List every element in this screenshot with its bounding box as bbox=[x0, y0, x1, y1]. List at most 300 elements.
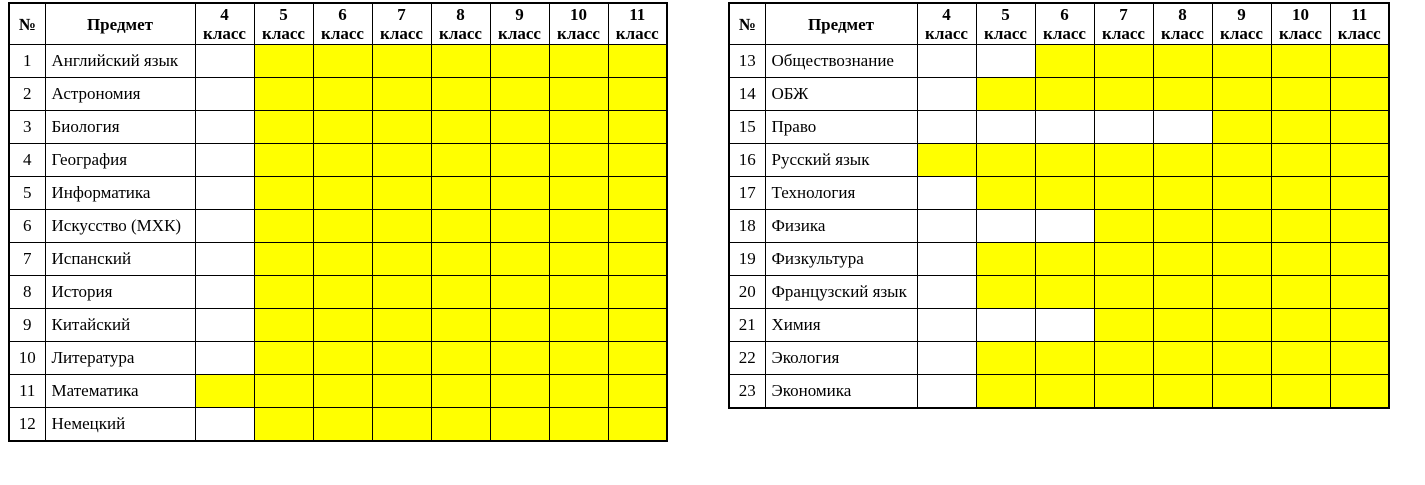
grade-cell-7 bbox=[1094, 375, 1153, 409]
grade-cell-6 bbox=[1035, 375, 1094, 409]
grade-word: класс bbox=[380, 24, 423, 43]
table-row bbox=[9, 375, 667, 408]
grade-word: класс bbox=[615, 24, 659, 43]
grade-cell-10 bbox=[549, 210, 608, 243]
grade-cell-9 bbox=[490, 210, 549, 243]
grade-cell-9 bbox=[490, 144, 549, 177]
subject-cell: Физика bbox=[765, 210, 917, 243]
table-row bbox=[729, 45, 1389, 78]
grade-cell-7 bbox=[372, 276, 431, 309]
grade-cell-6 bbox=[313, 243, 372, 276]
grade-cell-10 bbox=[549, 276, 608, 309]
grade-cell-7 bbox=[372, 177, 431, 210]
row-number-cell: 23 bbox=[729, 375, 765, 409]
grade-word: класс bbox=[1043, 24, 1086, 43]
grade-cell-7 bbox=[372, 78, 431, 111]
table-row bbox=[9, 78, 667, 111]
column-header-subject: Предмет bbox=[765, 3, 917, 45]
grade-cell-7 bbox=[1094, 210, 1153, 243]
row-number-cell: 19 bbox=[729, 243, 765, 276]
grade-word: класс bbox=[984, 24, 1027, 43]
table-header bbox=[9, 3, 667, 45]
subject-cell: Китайский bbox=[45, 309, 195, 342]
grade-cell-7 bbox=[372, 210, 431, 243]
grade-cell-9 bbox=[490, 342, 549, 375]
grade-cell-7 bbox=[1094, 144, 1153, 177]
grade-cell-10 bbox=[1271, 309, 1330, 342]
grade-cell-10 bbox=[549, 45, 608, 78]
subject-cell: Астрономия bbox=[45, 78, 195, 111]
grade-word: класс bbox=[439, 24, 482, 43]
grade-cell-7 bbox=[1094, 276, 1153, 309]
grade-cell-9 bbox=[490, 111, 549, 144]
grade-cell-6 bbox=[1035, 276, 1094, 309]
grade-cell-11 bbox=[1330, 177, 1389, 210]
grade-cell-9 bbox=[1212, 177, 1271, 210]
row-number-cell: 18 bbox=[729, 210, 765, 243]
row-number-cell: 13 bbox=[729, 45, 765, 78]
grade-word: класс bbox=[1220, 24, 1263, 43]
grade-cell-10 bbox=[549, 144, 608, 177]
grade-cell-10 bbox=[1271, 78, 1330, 111]
grade-cell-6 bbox=[1035, 45, 1094, 78]
subject-cell: Химия bbox=[765, 309, 917, 342]
table-row bbox=[9, 210, 667, 243]
grade-cell-7 bbox=[1094, 243, 1153, 276]
subject-cell: История bbox=[45, 276, 195, 309]
grade-cell-5 bbox=[976, 111, 1035, 144]
header-row bbox=[729, 3, 1389, 45]
grade-number: 5 bbox=[1001, 5, 1010, 24]
grade-cell-11 bbox=[608, 276, 667, 309]
grade-cell-5 bbox=[254, 342, 313, 375]
grade-cell-10 bbox=[1271, 375, 1330, 409]
grade-cell-8 bbox=[431, 408, 490, 442]
grade-cell-11 bbox=[1330, 243, 1389, 276]
grade-cell-8 bbox=[431, 210, 490, 243]
grade-cell-4 bbox=[195, 210, 254, 243]
grade-cell-11 bbox=[1330, 144, 1389, 177]
subject-cell: Биология bbox=[45, 111, 195, 144]
row-number-cell: 20 bbox=[729, 276, 765, 309]
grade-cell-6 bbox=[313, 177, 372, 210]
grade-cell-11 bbox=[608, 144, 667, 177]
subject-cell: Французский язык bbox=[765, 276, 917, 309]
grade-number: 11 bbox=[629, 5, 646, 24]
grade-cell-7 bbox=[1094, 111, 1153, 144]
grade-number: 11 bbox=[1351, 5, 1368, 24]
grade-cell-4 bbox=[195, 177, 254, 210]
column-header-grade-5 bbox=[976, 3, 1035, 45]
subject-cell: География bbox=[45, 144, 195, 177]
grade-word: класс bbox=[498, 24, 541, 43]
grade-cell-10 bbox=[1271, 177, 1330, 210]
grade-cell-5 bbox=[254, 276, 313, 309]
grade-cell-8 bbox=[431, 78, 490, 111]
row-number-cell: 8 bbox=[9, 276, 45, 309]
row-number-cell: 17 bbox=[729, 177, 765, 210]
grade-cell-8 bbox=[1153, 78, 1212, 111]
column-header-number: № bbox=[729, 3, 765, 45]
grade-cell-4 bbox=[917, 276, 976, 309]
subject-cell: Искусство (МХК) bbox=[45, 210, 195, 243]
grade-cell-11 bbox=[1330, 375, 1389, 409]
grade-cell-8 bbox=[1153, 309, 1212, 342]
grade-cell-11 bbox=[608, 375, 667, 408]
grade-cell-4 bbox=[195, 375, 254, 408]
grade-cell-4 bbox=[195, 78, 254, 111]
grade-cell-10 bbox=[549, 309, 608, 342]
grade-cell-8 bbox=[1153, 45, 1212, 78]
grade-cell-9 bbox=[1212, 45, 1271, 78]
row-number-cell: 4 bbox=[9, 144, 45, 177]
grade-cell-8 bbox=[431, 342, 490, 375]
grade-cell-6 bbox=[1035, 78, 1094, 111]
grade-cell-11 bbox=[1330, 78, 1389, 111]
grade-cell-6 bbox=[313, 309, 372, 342]
subjects-table-right bbox=[728, 2, 1390, 409]
grade-cell-9 bbox=[1212, 309, 1271, 342]
column-header-grade-7 bbox=[1094, 3, 1153, 45]
grade-cell-6 bbox=[313, 408, 372, 442]
grade-cell-4 bbox=[917, 111, 976, 144]
subject-cell: Английский язык bbox=[45, 45, 195, 78]
grade-cell-5 bbox=[976, 45, 1035, 78]
column-header-grade-6 bbox=[1035, 3, 1094, 45]
grade-cell-11 bbox=[608, 111, 667, 144]
grade-cell-4 bbox=[195, 144, 254, 177]
grade-cell-5 bbox=[976, 309, 1035, 342]
grade-word: класс bbox=[1161, 24, 1204, 43]
grade-cell-6 bbox=[1035, 144, 1094, 177]
grade-number: 7 bbox=[397, 5, 406, 24]
grade-cell-9 bbox=[1212, 111, 1271, 144]
grade-cell-10 bbox=[1271, 210, 1330, 243]
grade-cell-11 bbox=[608, 243, 667, 276]
row-number-cell: 15 bbox=[729, 111, 765, 144]
grade-cell-9 bbox=[490, 375, 549, 408]
grade-cell-10 bbox=[549, 408, 608, 442]
column-header-grade-11 bbox=[1330, 3, 1389, 45]
grade-cell-4 bbox=[917, 375, 976, 409]
grade-cell-10 bbox=[549, 243, 608, 276]
grade-cell-8 bbox=[1153, 243, 1212, 276]
grade-cell-5 bbox=[976, 375, 1035, 409]
row-number-cell: 22 bbox=[729, 342, 765, 375]
grade-cell-8 bbox=[1153, 177, 1212, 210]
row-number-cell: 9 bbox=[9, 309, 45, 342]
grade-number: 10 bbox=[1292, 5, 1309, 24]
grade-cell-11 bbox=[1330, 210, 1389, 243]
column-header-grade-10 bbox=[549, 3, 608, 45]
grade-cell-8 bbox=[1153, 276, 1212, 309]
column-header-grade-9 bbox=[1212, 3, 1271, 45]
row-number-cell: 6 bbox=[9, 210, 45, 243]
grade-cell-10 bbox=[549, 342, 608, 375]
subject-cell: Немецкий bbox=[45, 408, 195, 442]
grade-cell-11 bbox=[1330, 276, 1389, 309]
grade-word: класс bbox=[925, 24, 968, 43]
grade-cell-9 bbox=[490, 408, 549, 442]
grade-cell-5 bbox=[976, 342, 1035, 375]
subject-cell: Испанский bbox=[45, 243, 195, 276]
column-header-grade-7 bbox=[372, 3, 431, 45]
table-row bbox=[729, 309, 1389, 342]
grade-cell-4 bbox=[195, 276, 254, 309]
grade-cell-7 bbox=[372, 111, 431, 144]
grade-number: 6 bbox=[1060, 5, 1069, 24]
grade-cell-11 bbox=[608, 78, 667, 111]
row-number-cell: 12 bbox=[9, 408, 45, 442]
grade-cell-10 bbox=[549, 375, 608, 408]
grade-cell-9 bbox=[1212, 210, 1271, 243]
grade-cell-9 bbox=[1212, 78, 1271, 111]
subject-cell: Литература bbox=[45, 342, 195, 375]
grade-cell-11 bbox=[608, 408, 667, 442]
grade-cell-6 bbox=[313, 210, 372, 243]
grade-cell-7 bbox=[1094, 342, 1153, 375]
grade-cell-4 bbox=[195, 111, 254, 144]
grade-cell-5 bbox=[254, 309, 313, 342]
table-row bbox=[9, 177, 667, 210]
subjects-table-left bbox=[8, 2, 668, 442]
grade-cell-5 bbox=[254, 177, 313, 210]
grade-cell-6 bbox=[1035, 210, 1094, 243]
grade-cell-6 bbox=[313, 342, 372, 375]
grade-cell-7 bbox=[372, 342, 431, 375]
grade-word: класс bbox=[1279, 24, 1322, 43]
grade-cell-7 bbox=[1094, 45, 1153, 78]
grade-cell-7 bbox=[372, 144, 431, 177]
grade-cell-5 bbox=[254, 144, 313, 177]
grade-cell-4 bbox=[195, 243, 254, 276]
grade-cell-6 bbox=[1035, 177, 1094, 210]
grade-cell-7 bbox=[372, 45, 431, 78]
grade-cell-4 bbox=[917, 45, 976, 78]
subject-cell: Информатика bbox=[45, 177, 195, 210]
grade-cell-4 bbox=[917, 309, 976, 342]
grade-cell-10 bbox=[549, 111, 608, 144]
column-header-number: № bbox=[9, 3, 45, 45]
grade-number: 8 bbox=[456, 5, 465, 24]
grade-cell-8 bbox=[1153, 144, 1212, 177]
row-number-cell: 10 bbox=[9, 342, 45, 375]
grade-cell-4 bbox=[917, 177, 976, 210]
grade-cell-9 bbox=[490, 78, 549, 111]
subject-cell: Право bbox=[765, 111, 917, 144]
grade-cell-7 bbox=[372, 309, 431, 342]
grade-cell-8 bbox=[431, 375, 490, 408]
table-row bbox=[9, 243, 667, 276]
row-number-cell: 21 bbox=[729, 309, 765, 342]
grade-cell-8 bbox=[1153, 375, 1212, 409]
table-row bbox=[9, 408, 667, 442]
grade-cell-4 bbox=[917, 342, 976, 375]
row-number-cell: 14 bbox=[729, 78, 765, 111]
grade-cell-7 bbox=[1094, 177, 1153, 210]
grade-cell-9 bbox=[1212, 144, 1271, 177]
grade-cell-11 bbox=[1330, 111, 1389, 144]
subject-cell: Физкультура bbox=[765, 243, 917, 276]
grade-cell-8 bbox=[431, 243, 490, 276]
grade-word: класс bbox=[557, 24, 600, 43]
grade-cell-6 bbox=[313, 276, 372, 309]
grade-cell-9 bbox=[490, 276, 549, 309]
grade-number: 6 bbox=[338, 5, 347, 24]
grade-cell-5 bbox=[976, 144, 1035, 177]
column-header-grade-8 bbox=[1153, 3, 1212, 45]
grade-word: класс bbox=[262, 24, 305, 43]
grade-number: 4 bbox=[942, 5, 951, 24]
table-row bbox=[9, 342, 667, 375]
grade-cell-9 bbox=[1212, 375, 1271, 409]
grade-cell-11 bbox=[608, 45, 667, 78]
table-body bbox=[9, 45, 667, 442]
subject-cell: Экология bbox=[765, 342, 917, 375]
grade-cell-8 bbox=[431, 177, 490, 210]
grade-cell-10 bbox=[1271, 111, 1330, 144]
header-row bbox=[9, 3, 667, 45]
table-row bbox=[729, 342, 1389, 375]
grade-cell-10 bbox=[1271, 342, 1330, 375]
grade-number: 4 bbox=[220, 5, 229, 24]
grade-cell-8 bbox=[431, 309, 490, 342]
table-row bbox=[729, 177, 1389, 210]
grade-cell-10 bbox=[1271, 243, 1330, 276]
grade-cell-4 bbox=[917, 210, 976, 243]
grade-cell-5 bbox=[254, 210, 313, 243]
grade-cell-10 bbox=[1271, 276, 1330, 309]
table-row bbox=[9, 309, 667, 342]
grade-cell-5 bbox=[976, 276, 1035, 309]
grade-cell-11 bbox=[1330, 342, 1389, 375]
grade-cell-4 bbox=[917, 144, 976, 177]
row-number-cell: 7 bbox=[9, 243, 45, 276]
column-header-grade-8 bbox=[431, 3, 490, 45]
grade-word: класс bbox=[203, 24, 246, 43]
grade-cell-10 bbox=[549, 177, 608, 210]
grade-cell-6 bbox=[1035, 111, 1094, 144]
grade-cell-7 bbox=[372, 408, 431, 442]
grade-cell-10 bbox=[549, 78, 608, 111]
subject-cell: ОБЖ bbox=[765, 78, 917, 111]
grade-cell-5 bbox=[976, 78, 1035, 111]
column-header-subject: Предмет bbox=[45, 3, 195, 45]
grade-cell-7 bbox=[372, 243, 431, 276]
grade-cell-5 bbox=[254, 375, 313, 408]
grade-word: класс bbox=[321, 24, 364, 43]
grade-cell-11 bbox=[608, 177, 667, 210]
grade-cell-5 bbox=[254, 243, 313, 276]
grade-cell-7 bbox=[1094, 78, 1153, 111]
grade-number: 9 bbox=[515, 5, 524, 24]
table-row bbox=[729, 375, 1389, 409]
table-body bbox=[729, 45, 1389, 409]
table-row bbox=[9, 276, 667, 309]
grade-cell-9 bbox=[490, 309, 549, 342]
grade-number: 10 bbox=[570, 5, 587, 24]
grade-cell-8 bbox=[1153, 210, 1212, 243]
grade-cell-7 bbox=[372, 375, 431, 408]
table-row bbox=[9, 111, 667, 144]
grade-cell-4 bbox=[195, 408, 254, 442]
table-row bbox=[9, 144, 667, 177]
grade-cell-5 bbox=[254, 78, 313, 111]
column-header-grade-11 bbox=[608, 3, 667, 45]
grade-cell-8 bbox=[1153, 342, 1212, 375]
grade-cell-4 bbox=[195, 45, 254, 78]
grade-cell-4 bbox=[917, 243, 976, 276]
grade-cell-11 bbox=[608, 210, 667, 243]
grade-cell-8 bbox=[1153, 111, 1212, 144]
grade-cell-5 bbox=[976, 177, 1035, 210]
grade-word: класс bbox=[1337, 24, 1381, 43]
row-number-cell: 3 bbox=[9, 111, 45, 144]
grade-cell-5 bbox=[976, 243, 1035, 276]
grade-cell-4 bbox=[917, 78, 976, 111]
row-number-cell: 2 bbox=[9, 78, 45, 111]
grade-number: 8 bbox=[1178, 5, 1187, 24]
grade-cell-6 bbox=[313, 78, 372, 111]
grade-cell-6 bbox=[313, 45, 372, 78]
grade-cell-9 bbox=[490, 243, 549, 276]
grade-cell-6 bbox=[313, 111, 372, 144]
grade-cell-10 bbox=[1271, 45, 1330, 78]
table-row bbox=[729, 210, 1389, 243]
grade-word: класс bbox=[1102, 24, 1145, 43]
table-row bbox=[729, 78, 1389, 111]
grade-number: 7 bbox=[1119, 5, 1128, 24]
subject-cell: Математика bbox=[45, 375, 195, 408]
row-number-cell: 5 bbox=[9, 177, 45, 210]
subject-cell: Экономика bbox=[765, 375, 917, 409]
grade-cell-8 bbox=[431, 111, 490, 144]
column-header-grade-9 bbox=[490, 3, 549, 45]
table-row bbox=[9, 45, 667, 78]
grade-cell-9 bbox=[1212, 342, 1271, 375]
column-header-grade-5 bbox=[254, 3, 313, 45]
row-number-cell: 11 bbox=[9, 375, 45, 408]
grade-number: 5 bbox=[279, 5, 288, 24]
column-header-grade-4 bbox=[195, 3, 254, 45]
grade-cell-4 bbox=[195, 309, 254, 342]
table-row bbox=[729, 111, 1389, 144]
row-number-cell: 1 bbox=[9, 45, 45, 78]
grade-cell-10 bbox=[1271, 144, 1330, 177]
grade-cell-9 bbox=[1212, 276, 1271, 309]
row-number-cell: 16 bbox=[729, 144, 765, 177]
column-header-grade-4 bbox=[917, 3, 976, 45]
grade-cell-8 bbox=[431, 45, 490, 78]
grade-cell-6 bbox=[313, 144, 372, 177]
grade-cell-7 bbox=[1094, 309, 1153, 342]
grade-cell-6 bbox=[313, 375, 372, 408]
grade-cell-8 bbox=[431, 276, 490, 309]
grade-cell-9 bbox=[490, 177, 549, 210]
grade-cell-11 bbox=[1330, 45, 1389, 78]
subject-cell: Русский язык bbox=[765, 144, 917, 177]
grade-cell-6 bbox=[1035, 342, 1094, 375]
grade-cell-9 bbox=[490, 45, 549, 78]
grade-cell-5 bbox=[254, 408, 313, 442]
column-header-grade-10 bbox=[1271, 3, 1330, 45]
table-row bbox=[729, 144, 1389, 177]
table-row bbox=[729, 276, 1389, 309]
subject-cell: Обществознание bbox=[765, 45, 917, 78]
grade-cell-5 bbox=[254, 45, 313, 78]
grade-cell-11 bbox=[1330, 309, 1389, 342]
column-header-grade-6 bbox=[313, 3, 372, 45]
